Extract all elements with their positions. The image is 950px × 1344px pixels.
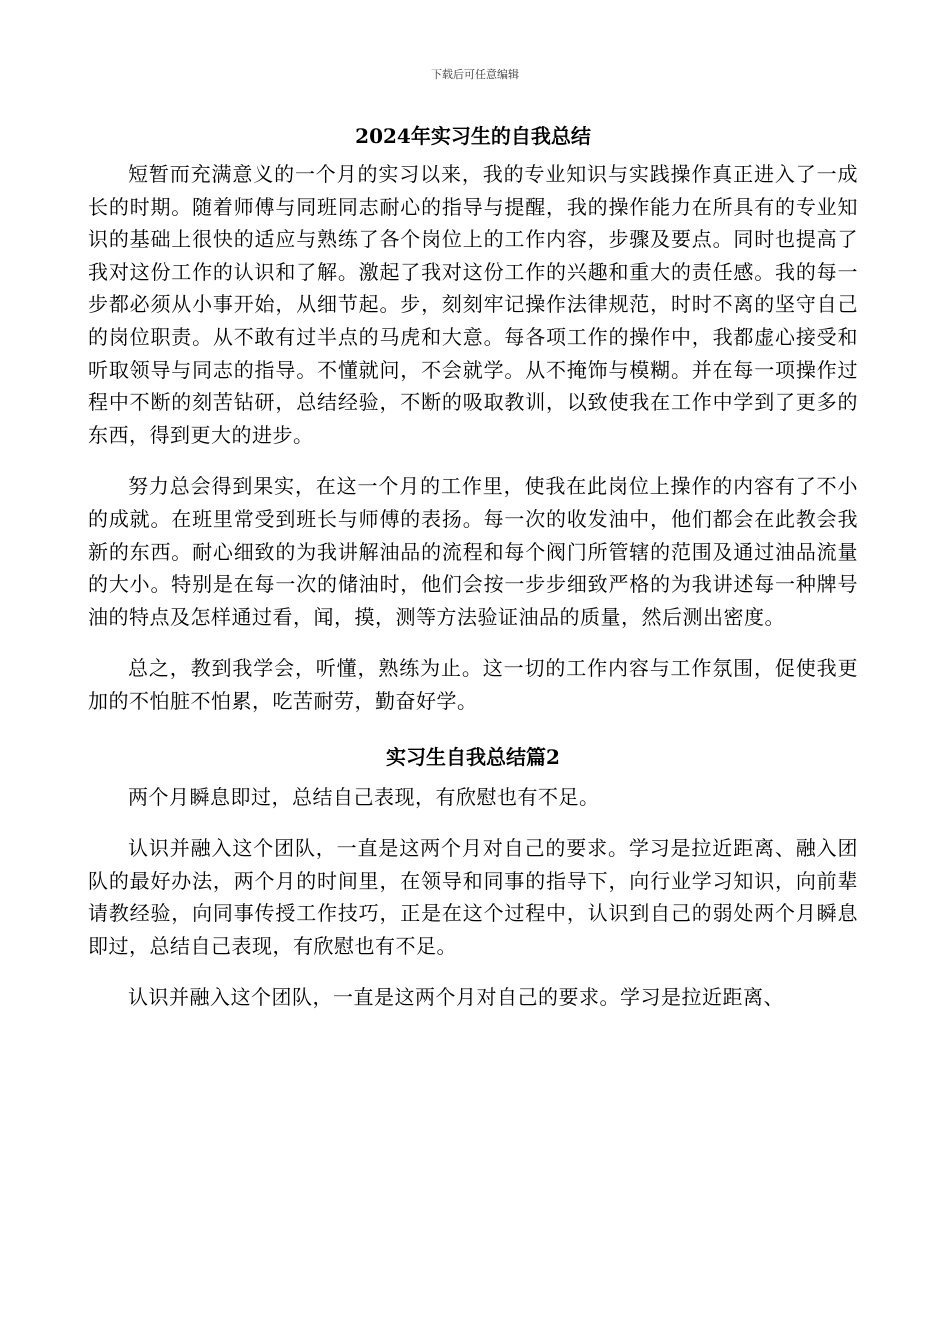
paragraph: 短暂而充满意义的一个月的实习以来，我的专业知识与实践操作真正进入了一成长的时期。随着师傅与同班同志耐心的指导与提醒，我的操作能力在所具有的专业知识的基础上很快的适应与熟练了各个岗位上的工作内容，步骤及要点。同时也提高了我对这份工作的认识和了解。激起了我对这份工作的兴趣和重大的责任感。我的每一步都必须从小事开始，从细节起。步，刻刻牢记操作法律规范，时时不离的坚守自己的岗位职责。从不敢有过半点的马虎和大意。每各项工作的操作中，我都虚心接受和听取领导与同志的指导。不懂就问，不会就学。从不掩饰与模糊。并在每一项操作过程中不断的刻苦钻研，总结经验，不断的吸取教训，以致使我在工作中学到了更多的东西，得到更大的进步。 [88,162,858,447]
paragraph: 认识并融入这个团队，一直是这两个月对自己的要求。学习是拉近距离、融入团队的最好办法，两个月的时间里，在领导和同事的指导下，向行业学习知识，向前辈请教经验，向同事传授工作技巧，正是在这个过程中，认识到自己的弱处两个月瞬息即过，总结自己表现，有欣慰也有不足。 [88,836,858,958]
paragraph: 两个月瞬息即过，总结自己表现，有欣慰也有不足。 [128,784,600,809]
document-title: 2024年实习生的自我总结 [355,124,591,148]
header-note: 下载后可任意编辑 [431,68,519,81]
section-title: 实习生自我总结篇2 [386,744,560,769]
paragraph: 努力总会得到果实，在这一个月的工作里，使我在此岗位上操作的内容有了不小的成就。在班里常受到班长与师傅的表扬。每一次的收发油中，他们都会在此教会我新的东西。耐心细致的为我讲解油品的流程和每个阀门所管辖的范围及通过油品流量的大小。特别是在每一次的储油时，他们会按一步步细致严格的为我讲述每一种牌号油的特点及怎样通过看，闻，摸，测等方法验证油品的质量，然后测出密度。 [88,474,858,629]
paragraph: 认识并融入这个团队，一直是这两个月对自己的要求。学习是拉近距离、 [128,985,784,1010]
document-body [88,116,858,1033]
paragraph: 总之，教到我学会，听懂，熟练为止。这一切的工作内容与工作氛围，促使我更加的不怕脏不怕累，吃苦耐劳，勤奋好学。 [88,656,858,713]
